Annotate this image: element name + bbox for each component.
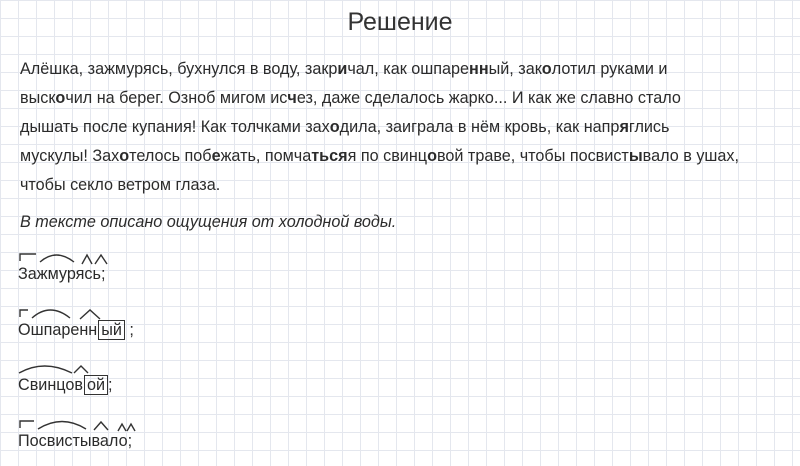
highlighted-letter: о	[329, 118, 340, 136]
text-segment: мускулы! Зах	[20, 147, 120, 165]
ending-box: ой	[84, 375, 108, 395]
highlighted-letter: и	[337, 60, 348, 78]
text-segment: вой траве, чтобы посвист	[436, 147, 629, 165]
highlighted-letter: е	[211, 147, 221, 165]
prefix-mark	[20, 421, 34, 428]
suffix-mark	[94, 422, 108, 430]
highlighted-letter: ться	[311, 147, 348, 165]
highlighted-letter: нн	[469, 60, 489, 78]
text-segment: я по свинц	[347, 147, 428, 165]
text-segment: чал, как ошпаре	[347, 60, 470, 78]
text-segment: чтобы секло ветром глаза.	[20, 176, 221, 194]
highlighted-letter: о	[119, 147, 130, 165]
text-segment: выск	[20, 89, 56, 107]
word-text: Зажмурясь;	[18, 265, 106, 283]
text-segment: глись	[628, 118, 670, 136]
suffix-mark	[127, 424, 135, 431]
highlighted-letter: ы	[628, 147, 643, 165]
suffix-mark	[118, 424, 126, 431]
highlighted-letter: о	[427, 147, 437, 165]
ending-box: ый	[98, 320, 125, 340]
text-segment: дила, заиграла в нём кровь, как напр	[339, 118, 620, 136]
word-stem: Свинцов	[18, 376, 83, 394]
word-punct: ;	[108, 376, 113, 394]
root-arc	[38, 422, 86, 430]
text-segment: дышать после купания! Как толчками зах	[20, 118, 330, 136]
text-segment: ез, даже сделалось жарко... И как же славно стало	[296, 89, 681, 107]
text-segment: чил на берег. Озноб мигом ис	[65, 89, 288, 107]
text-segment: Алёшка, зажмурясь, бухнулся в воду, закр	[20, 60, 338, 78]
highlighted-letter: о	[541, 60, 552, 78]
text-segment: вало в ушах,	[642, 147, 739, 165]
italic-note: В тексте описано ощущения от холодной воды.	[20, 213, 397, 231]
text-segment: телось поб	[129, 147, 212, 165]
text-segment: лотил руками и	[551, 60, 668, 78]
text-segment: ый, зак	[488, 60, 542, 78]
word-punct: ;	[129, 321, 134, 339]
highlighted-letter: ч	[287, 89, 297, 107]
word-text: Посвистывало;	[18, 432, 133, 450]
highlighted-letter: я	[619, 118, 629, 136]
highlighted-letter: о	[55, 89, 66, 107]
text-segment: жать, помча	[220, 147, 312, 165]
page-title: Решение	[347, 8, 453, 36]
word-stem: Ошпаренн	[18, 321, 98, 339]
